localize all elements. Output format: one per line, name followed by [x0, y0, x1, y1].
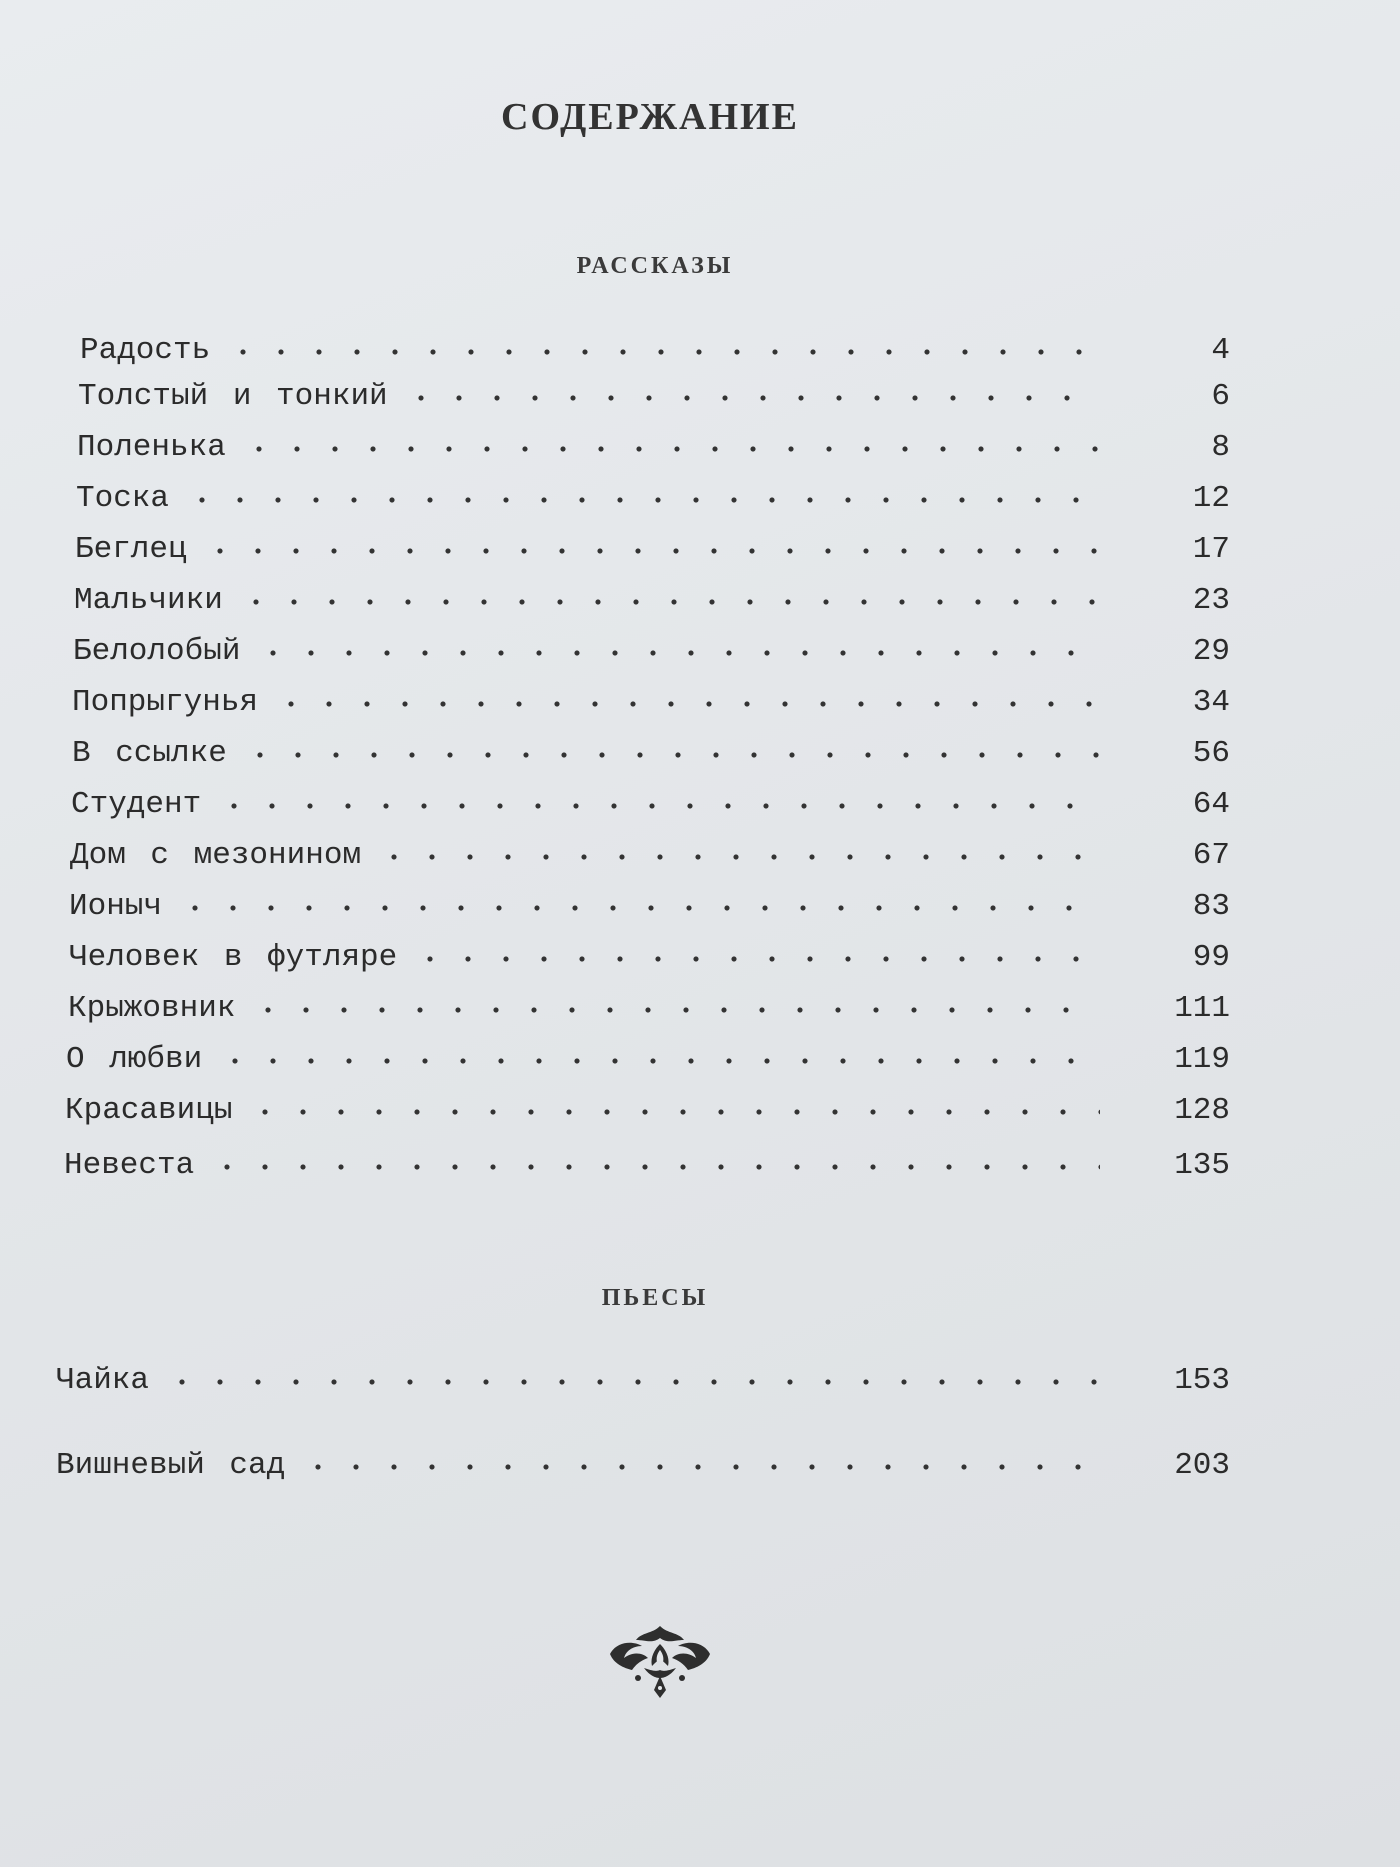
toc-entry-page: 12 [1192, 481, 1230, 516]
toc-entry[interactable] [69, 937, 1230, 981]
dot-leader [224, 330, 1100, 358]
dot-leader [241, 733, 1100, 761]
dot-leader [254, 631, 1100, 659]
toc-entry[interactable] [78, 376, 1230, 420]
toc-entry-page: 119 [1174, 1042, 1230, 1077]
toc-entry[interactable] [64, 1145, 1230, 1189]
toc-entry-title: Человек в футляре [69, 940, 398, 975]
toc-entry[interactable] [66, 1039, 1230, 1083]
toc-entry-title: Ионыч [69, 889, 163, 924]
toc-entry-title: Толстый и тонкий [78, 379, 388, 414]
toc-entry[interactable] [77, 427, 1230, 471]
toc-entry[interactable] [76, 478, 1230, 522]
toc-entry-page: 34 [1192, 685, 1230, 720]
toc-entry-page: 99 [1192, 940, 1230, 975]
toc-entry-title: Тоска [76, 481, 170, 516]
toc-entry-page: 111 [1174, 991, 1230, 1026]
dot-leader [183, 478, 1100, 506]
toc-entry-page: 203 [1174, 1448, 1230, 1483]
page-title: СОДЕРЖАНИЕ [501, 96, 799, 138]
toc-entry-title: Студент [71, 787, 202, 822]
toc-entry-title: Белолобый [73, 634, 241, 669]
toc-entry-page: 67 [1192, 838, 1230, 873]
toc-entry-page: 4 [1211, 333, 1230, 368]
dot-leader [402, 376, 1100, 404]
toc-entry-title: Попрыгунья [72, 685, 259, 720]
toc-entry[interactable] [74, 580, 1230, 624]
toc-entry-title: Вишневый сад [56, 1448, 286, 1483]
toc-entry-page: 153 [1174, 1363, 1230, 1398]
dot-leader [272, 682, 1100, 710]
dot-leader [240, 427, 1100, 455]
toc-entry[interactable] [65, 1090, 1230, 1134]
section-heading-plays: ПЬЕСЫ [601, 1285, 709, 1311]
dot-leader [176, 886, 1100, 914]
toc-entry-title: Чайка [56, 1363, 150, 1398]
dot-leader [237, 580, 1100, 608]
toc-entry[interactable] [73, 631, 1230, 675]
dot-leader [299, 1445, 1100, 1473]
toc-entry-page: 6 [1211, 379, 1230, 414]
toc-entry-page: 135 [1174, 1148, 1230, 1183]
dot-leader [215, 784, 1100, 812]
toc-entry-title: Крыжовник [68, 991, 236, 1026]
toc-entry[interactable] [70, 835, 1230, 879]
toc-entry-title: Мальчики [74, 583, 223, 618]
toc-entry-page: 83 [1192, 889, 1230, 924]
toc-entry[interactable] [71, 784, 1230, 828]
dot-leader [246, 1090, 1100, 1118]
toc-entry-page: 29 [1192, 634, 1230, 669]
toc-entry-page: 23 [1192, 583, 1230, 618]
toc-entry-page: 56 [1192, 736, 1230, 771]
dot-leader [208, 1145, 1100, 1173]
toc-entry-page: 8 [1211, 430, 1230, 465]
toc-entry-title: В ссылке [72, 736, 227, 771]
toc-entry[interactable] [56, 1445, 1230, 1489]
toc-entry-title: Радость [80, 333, 211, 368]
decorative-tailpiece-icon [602, 1620, 718, 1700]
toc-entry-title: О любви [66, 1042, 203, 1077]
section-heading-stories: РАССКАЗЫ [576, 253, 734, 279]
dot-leader [163, 1360, 1100, 1388]
toc-entry-title: Беглец [75, 532, 187, 567]
dot-leader [375, 835, 1100, 863]
toc-entry[interactable] [56, 1360, 1230, 1404]
toc-entry[interactable] [72, 682, 1230, 726]
toc-entry[interactable] [75, 529, 1230, 573]
toc-entry-title: Невеста [64, 1148, 195, 1183]
toc-entry-page: 17 [1192, 532, 1230, 567]
toc-entry[interactable] [69, 886, 1230, 930]
dot-leader [411, 937, 1100, 965]
toc-entry-title: Дом с мезонином [70, 838, 362, 873]
toc-entry-page: 64 [1192, 787, 1230, 822]
toc-entry[interactable] [80, 330, 1230, 374]
toc-entry-title: Красавицы [65, 1093, 233, 1128]
toc-entry-title: Поленька [77, 430, 226, 465]
dot-leader [216, 1039, 1100, 1067]
toc-entry-page: 128 [1174, 1093, 1230, 1128]
dot-leader [201, 529, 1100, 557]
toc-entry[interactable] [68, 988, 1230, 1032]
dot-leader [249, 988, 1100, 1016]
toc-entry[interactable] [72, 733, 1230, 777]
